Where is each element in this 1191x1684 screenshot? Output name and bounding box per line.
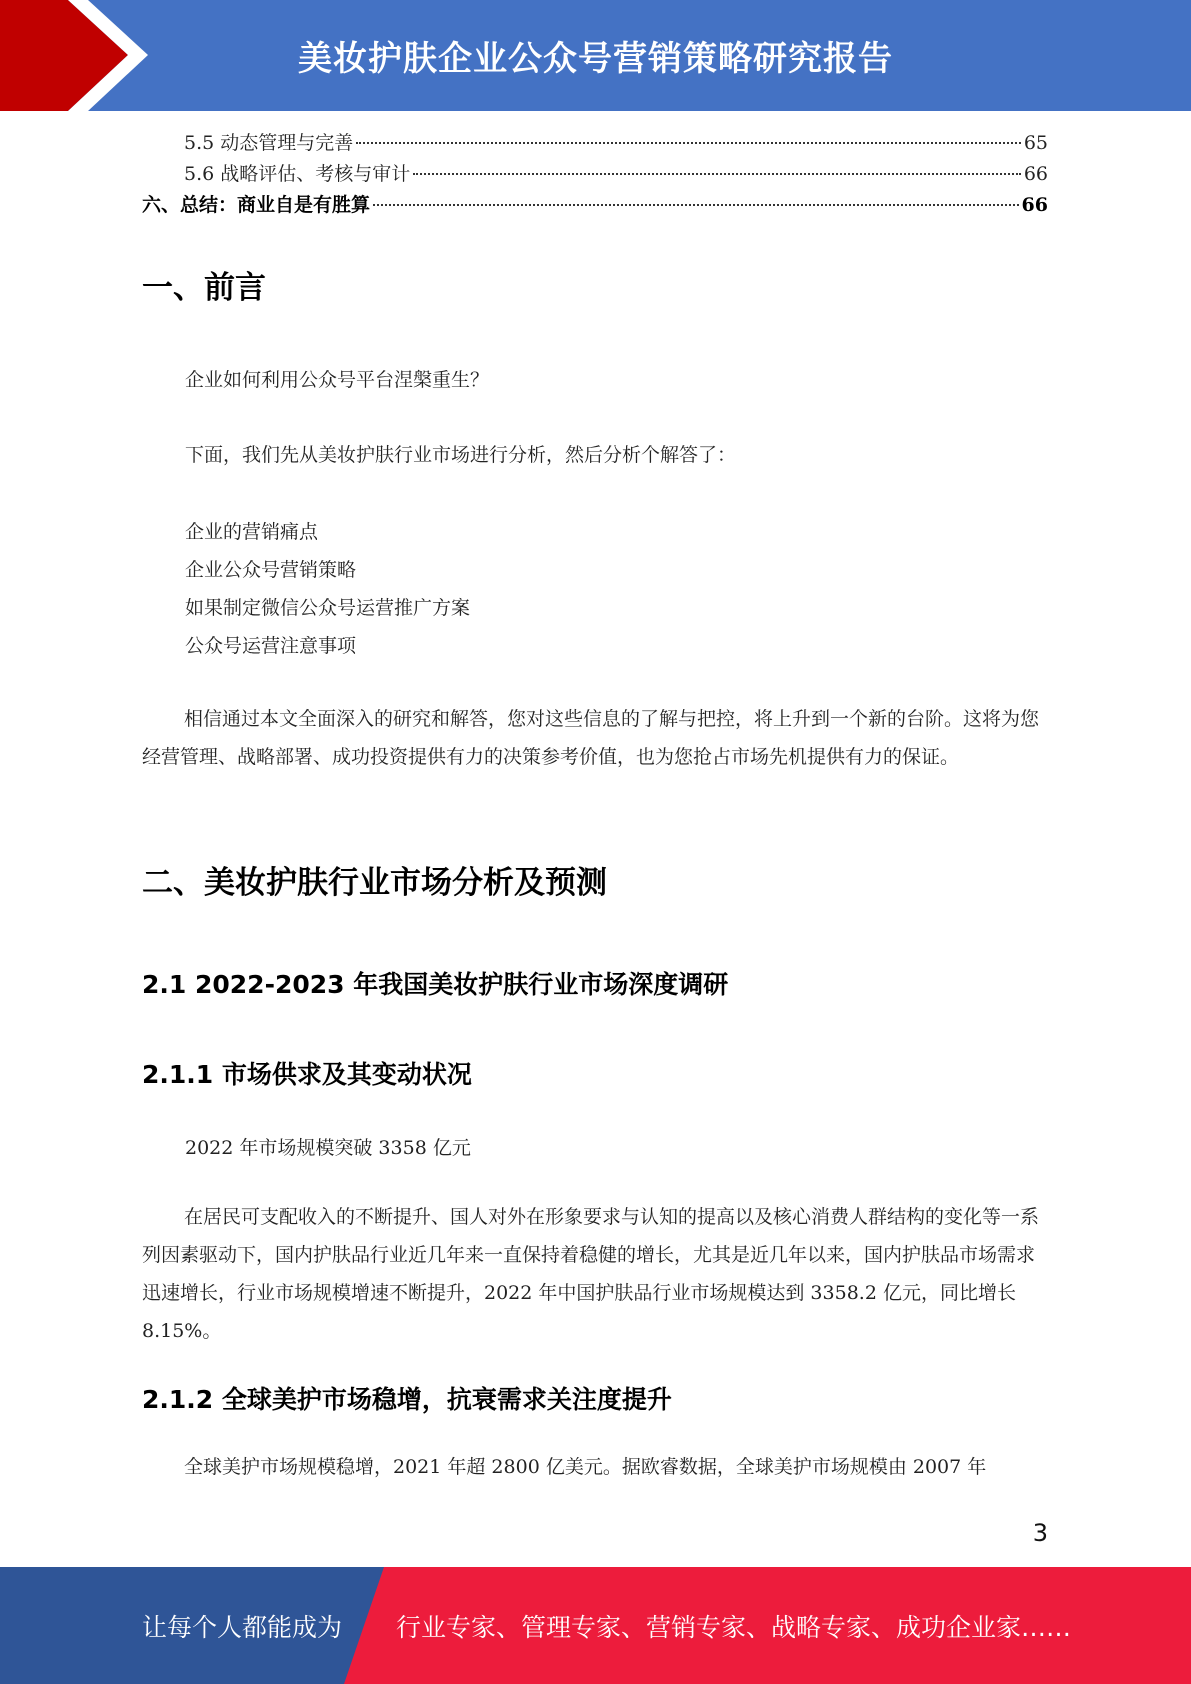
section-heading-market: 二、美妆护肤行业市场分析及预测: [142, 865, 607, 901]
subsection-heading: 2.1 2022-2023 年我国美妆护肤行业市场深度调研: [142, 970, 729, 999]
list-item: 公众号运营注意事项: [185, 635, 357, 657]
toc-entry-page: 66: [1021, 194, 1048, 216]
subsection-heading: 2.1.2 全球美护市场稳增，抗衰需求关注度提升: [142, 1385, 672, 1414]
toc-entry-page: 65: [1023, 132, 1048, 154]
list-item: 企业公众号营销策略: [185, 559, 357, 581]
paragraph: 企业如何利用公众号平台涅槃重生？: [185, 369, 490, 391]
footer-banner: [0, 1567, 1191, 1684]
paragraph: 全球美护市场规模稳增，2021 年超 2800 亿美元。据欧睿数据，全球美护市场规模由 2007 年: [184, 1456, 987, 1478]
list-item: 如果制定微信公众号运营推广方案: [185, 597, 471, 619]
paragraph: 相信通过本文全面深入的研究和解答，您对这些信息的了解与把控，将上升到一个新的台阶。这将为您经营管理、战略部署、成功投资提供有力的决策参考价值，也为您抢占市场先机提供有力的保证。: [142, 708, 1040, 768]
paragraph: 下面，我们先从美妆护肤行业市场进行分析，然后分析个解答了：: [185, 444, 737, 466]
section-heading-preface: 一、前言: [142, 270, 266, 306]
subsection-heading: 2.1.1 市场供求及其变动状况: [142, 1060, 472, 1089]
toc-entry-label: 六、总结：商业自是有胜算: [142, 194, 371, 216]
report-title: 美妆护肤企业公众号营销策略研究报告: [298, 39, 893, 79]
page-number: 3: [1032, 1519, 1048, 1547]
footer-slogan-left: 让每个人都能成为: [142, 1612, 343, 1642]
toc-entry[interactable]: [142, 128, 1048, 159]
list-item: 企业的营销痛点: [185, 521, 319, 543]
header-arrow-decoration: [0, 0, 160, 111]
footer-slogan-right: 行业专家、管理专家、营销专家、战略专家、成功企业家……: [396, 1612, 1072, 1642]
toc-entry-page: 66: [1023, 163, 1048, 185]
toc-leader-dots: [356, 142, 1021, 144]
toc-entry-label: 5.6 战略评估、考核与审计: [184, 163, 411, 185]
toc-entry[interactable]: [142, 190, 1048, 221]
toc-leader-dots: [373, 204, 1019, 206]
toc-leader-dots: [413, 173, 1021, 175]
toc-entry-label: 5.5 动态管理与完善: [184, 132, 354, 154]
header-banner: [0, 0, 1191, 111]
paragraph: 2022 年市场规模突破 3358 亿元: [185, 1137, 471, 1159]
table-of-contents: [142, 128, 1048, 221]
toc-entry[interactable]: [142, 159, 1048, 190]
paragraph: 在居民可支配收入的不断提升、国人对外在形象要求与认知的提高以及核心消费人群结构的变化等一系列因素驱动下，国内护肤品行业近几年来一直保持着稳健的增长，尤其是近几年以来，国内护肤品市场需求迅速增长，行业市场规模增速不断提升，2022 年中国护肤品行业市场规模达到 3358.2 亿元，同比增长 8.15%。: [142, 1206, 1040, 1342]
